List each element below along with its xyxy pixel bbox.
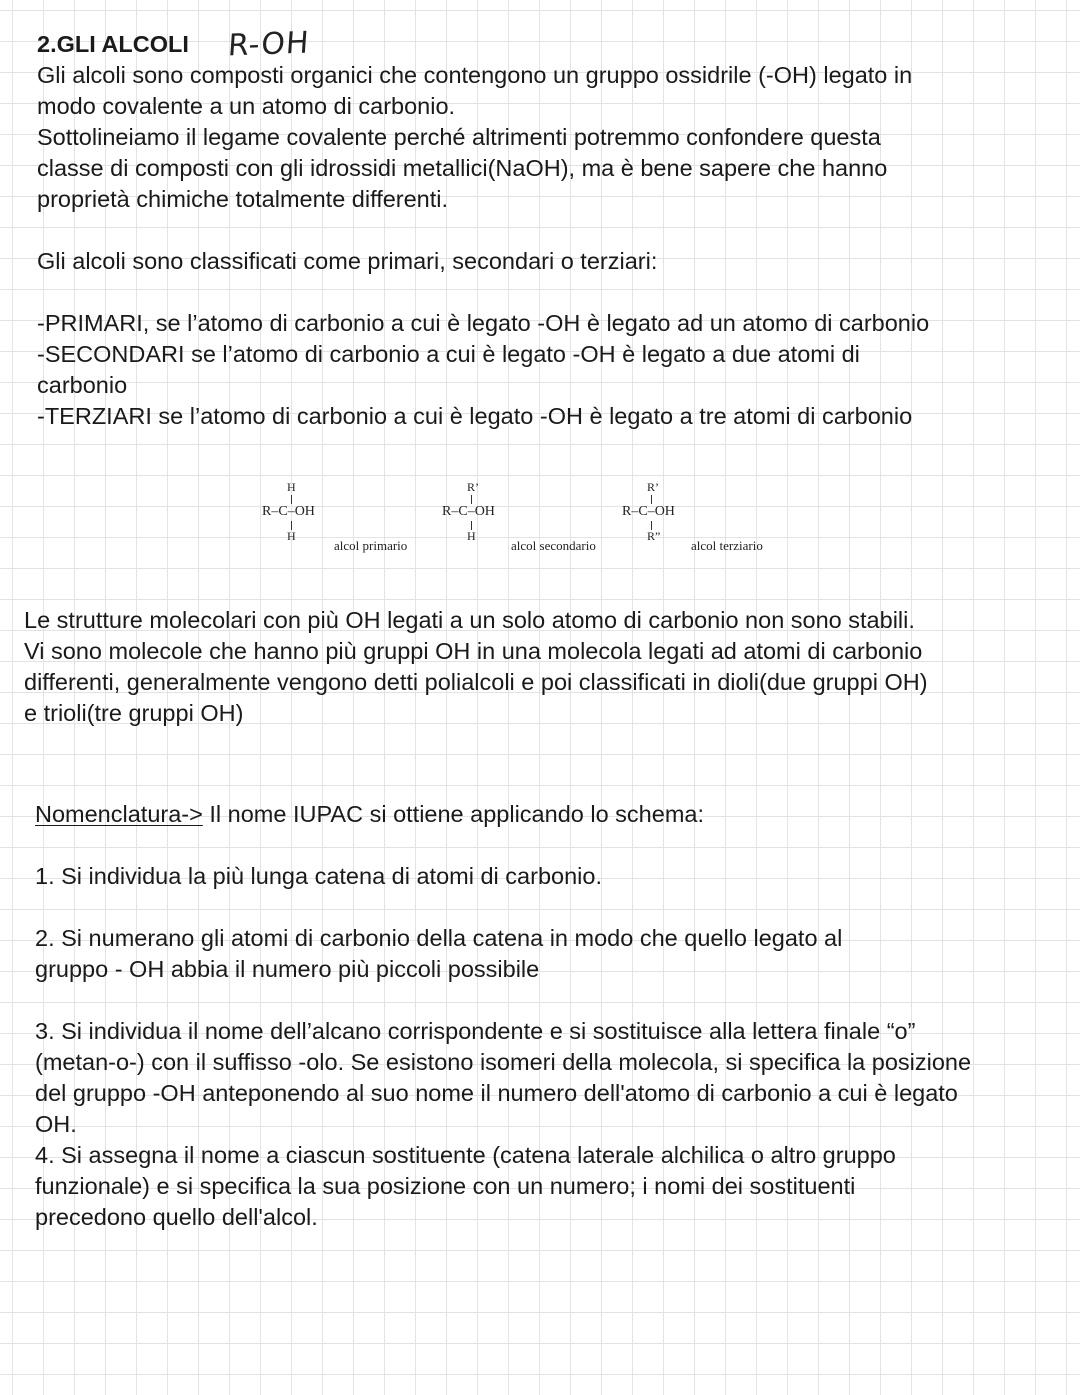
nomenclature-step-4: 4. Si assegna il nome a ciascun sostituente (catena laterale alchilica o altro gruppo (35, 1142, 896, 1168)
nomenclature-step-3-cont: (metan-o-) con il suffisso -olo. Se esistono isomeri della molecola, si specifica la posizione (35, 1049, 972, 1075)
intro-line: modo covalente a un atomo di carbonio. (37, 93, 456, 119)
section-title: 2.GLI ALCOLI (37, 31, 189, 57)
nomenclature-step-2-cont: gruppo - OH abbia il numero più piccoli possibile (35, 956, 540, 982)
classification-tertiary: -TERZIARI se l’atomo di carbonio a cui è legato -OH è legato a tre atomi di carbonio (37, 403, 913, 429)
nomenclature-heading (35, 799, 704, 830)
structure-caption: alcol primario (334, 538, 408, 553)
nomenclature-step-4-cont: precedono quello dell'alcol. (35, 1204, 318, 1230)
structure-bottom-substituent: R” (647, 529, 661, 543)
intro-line: Gli alcoli sono composti organici che contengono un gruppo ossidrile (-OH) legato in (37, 62, 913, 88)
classification-primary: -PRIMARI, se l’atomo di carbonio a cui è legato -OH è legato ad un atomo di carbonio (37, 310, 930, 336)
nomenclature-step-3-cont: del gruppo -OH anteponendo al suo nome il numero dell'atomo di carbonio a cui è legato (35, 1080, 958, 1106)
structure-chain: R–C–OH (442, 504, 495, 519)
polyols-line: Vi sono molecole che hanno più gruppi OH in una molecola legati ad atomi di carbonio (24, 638, 923, 664)
structure-chain: R–C–OH (622, 504, 675, 519)
polyols-line: Le strutture molecolari con più OH legati a un solo atomo di carbonio non sono stabili. (24, 607, 915, 633)
intro-line: classe di composti con gli idrossidi metallici(NaOH), ma è bene sapere che hanno (37, 155, 888, 181)
nomenclature-step-3: 3. Si individua il nome dell’alcano corrispondente e si sostituisce alla lettera finale “o” (35, 1018, 916, 1044)
structure-bottom-substituent: H (467, 529, 476, 543)
nomenclature-label: Nomenclatura-> (35, 801, 203, 827)
nomenclature-text: Il nome IUPAC si ottiene applicando lo schema: (202, 801, 704, 827)
nomenclature-step-3-cont: OH. (35, 1111, 77, 1137)
nomenclature-step-1: 1. Si individua la più lunga catena di atomi di carbonio. (35, 863, 602, 889)
nomenclature-step-2: 2. Si numerano gli atomi di carbonio della catena in modo che quello legato al (35, 925, 843, 951)
polyols-line: e trioli(tre gruppi OH) (24, 700, 244, 726)
structure-top-substituent: H (287, 480, 296, 494)
classification-secondary: -SECONDARI se l’atomo di carbonio a cui è legato -OH è legato a due atomi di (37, 341, 860, 367)
classification-secondary-cont: carbonio (37, 372, 128, 398)
structure-top-substituent: R’ (467, 480, 479, 494)
structure-top-substituent: R’ (647, 480, 659, 494)
handwritten-formula: R-OH (226, 25, 311, 64)
structure-bottom-substituent: H (287, 529, 296, 543)
intro-line: Sottolineiamo il legame covalente perché altrimenti potremmo confondere questa (37, 124, 881, 150)
intro-line: proprietà chimiche totalmente differenti. (37, 186, 449, 212)
classification-intro: Gli alcoli sono classificati come primari, secondari o terziari: (37, 248, 658, 274)
polyols-line: differenti, generalmente vengono detti polialcoli e poi classificati in dioli(due gruppi OH) (24, 669, 928, 695)
structure-chain: R–C–OH (262, 504, 315, 519)
nomenclature-step-4-cont: funzionale) e si specifica la sua posizione con un numero; i nomi dei sostituenti (35, 1173, 856, 1199)
structure-caption: alcol secondario (511, 538, 596, 553)
structure-caption: alcol terziario (691, 538, 763, 553)
